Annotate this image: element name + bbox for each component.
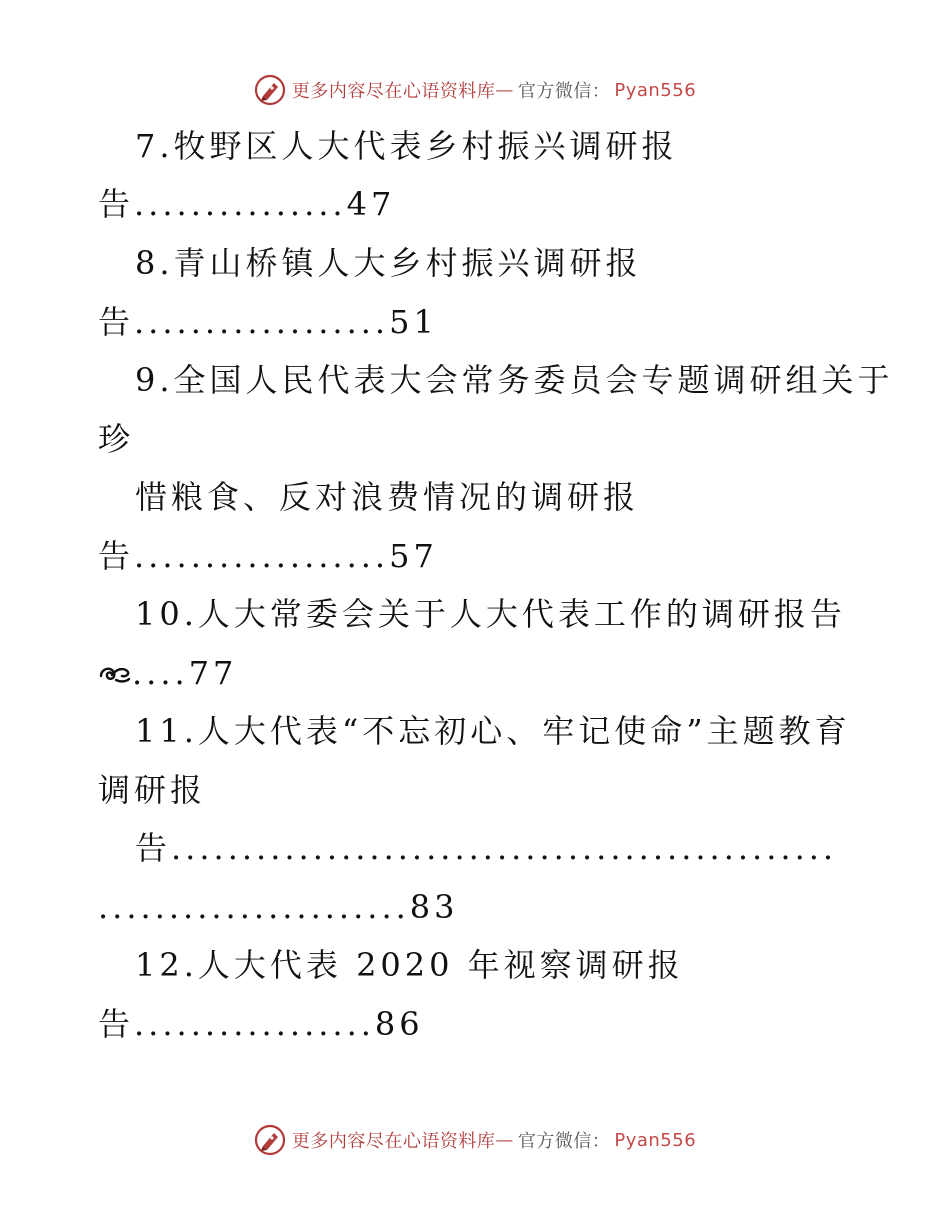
toc-line: 惜粮食、反对浪费情况的调研报 bbox=[135, 478, 640, 516]
watermark-dash: — bbox=[495, 79, 514, 101]
pen-nib-logo-icon bbox=[254, 74, 286, 106]
toc-line: 11.人大代表“不忘初心、牢记使命”主题教育 bbox=[135, 712, 851, 750]
watermark-wechat-id: Pyan556 bbox=[614, 79, 697, 101]
toc-line: 告.................86 bbox=[98, 1005, 424, 1043]
toc-line: 8.青山桥镇人大乡村振兴调研报 bbox=[135, 244, 642, 282]
toc-line: 告..................57 bbox=[98, 537, 438, 575]
toc-line: 告...............47 bbox=[98, 185, 396, 223]
toc-line: 珍 bbox=[98, 420, 135, 458]
header-watermark bbox=[0, 70, 950, 110]
watermark-official-label: 官方微信： bbox=[517, 81, 611, 102]
watermark-site-name: 更多内容尽在心语资料库 bbox=[291, 81, 496, 102]
toc-line: 调研报 bbox=[98, 771, 207, 809]
toc-line: 9.全国人民代表大会常务委员会专题调研组关于 bbox=[135, 361, 894, 399]
watermark-site-name: 更多内容尽在心语资料库 bbox=[291, 1131, 496, 1152]
toc-line: 12.人大代表 2020 年视察调研报 bbox=[135, 946, 684, 984]
toc-line-with-ornament bbox=[98, 653, 237, 693]
toc-line: ......................83 bbox=[98, 888, 459, 926]
toc-line: 7.牧野区人大代表乡村振兴调研报 bbox=[135, 127, 678, 165]
footer-watermark bbox=[0, 1120, 950, 1160]
toc-line: 10.人大常委会关于人大代表工作的调研报告 bbox=[135, 595, 846, 633]
toc-line-text: ....77 bbox=[132, 654, 238, 692]
swirl-ornament-icon bbox=[98, 662, 132, 688]
toc-line: 告............................................... bbox=[135, 829, 838, 867]
watermark-dash: — bbox=[495, 1129, 514, 1151]
watermark-official-label: 官方微信： bbox=[517, 1131, 611, 1152]
watermark-wechat-id: Pyan556 bbox=[614, 1129, 697, 1151]
toc-line: 告..................51 bbox=[98, 303, 438, 341]
pen-nib-logo-icon bbox=[254, 1124, 286, 1156]
